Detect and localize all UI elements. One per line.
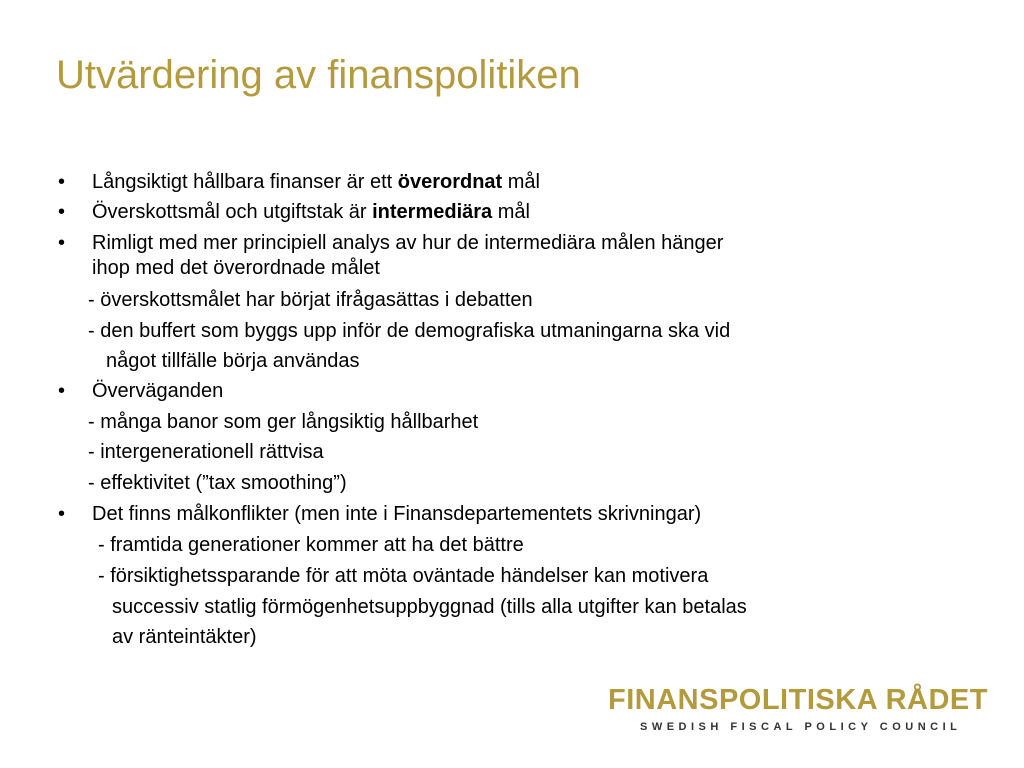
bullet-text: mål xyxy=(502,171,540,193)
bullet-text: Rimligt med mer principiell analys av hur de intermediära målen hänger xyxy=(92,232,724,254)
bullet-marker: • xyxy=(58,380,66,402)
bullet-item xyxy=(92,170,540,194)
bullet-marker: • xyxy=(58,232,66,254)
bullet-marker: • xyxy=(58,171,66,193)
sub-item: - framtida generationer kommer att ha det bättre xyxy=(98,534,524,556)
sub-item: - överskottsmålet har börjat ifrågasättas i debatten xyxy=(88,289,533,311)
slide-title: Utvärdering av finanspolitiken xyxy=(56,53,581,97)
bullet-marker: • xyxy=(58,201,66,223)
bullet-text: Det finns målkonflikter (men inte i Finansdepartementets skrivningar) xyxy=(92,503,702,525)
bullet-text: mål xyxy=(492,201,530,223)
sub-item: - den buffert som byggs upp inför de demografiska utmaningarna ska vid xyxy=(88,320,731,342)
sub-item: - försiktighetssparande för att möta oväntade händelser kan motivera xyxy=(98,565,709,587)
logo-name: FINANSPOLITISKA RÅDET xyxy=(608,684,988,716)
sub-item-continuation: successiv statlig förmögenhetsuppbyggnad (tills alla utgifter kan betalas xyxy=(112,596,747,618)
bullet-text: Överskottsmål och utgiftstak är xyxy=(92,201,373,223)
bullet-text: Överväganden xyxy=(92,380,224,402)
sub-item: - effektivitet (”tax smoothing”) xyxy=(88,472,347,494)
organization-logo xyxy=(608,684,1000,734)
bullet-text: Långsiktigt hållbara finanser är ett xyxy=(92,171,398,193)
sub-item-continuation: av ränteintäkter) xyxy=(112,626,257,648)
bullet-item xyxy=(92,200,530,224)
sub-item: - många banor som ger långsiktig hållbarhet xyxy=(88,411,479,433)
bullet-emphasis: intermediära xyxy=(372,201,493,223)
bullet-emphasis: överordnat xyxy=(397,171,503,193)
bullet-marker: • xyxy=(58,503,66,525)
bullet-text-continuation: ihop med det överordnade målet xyxy=(92,257,380,279)
sub-item: - intergenerationell rättvisa xyxy=(88,441,324,463)
sub-item-continuation: något tillfälle börja användas xyxy=(106,350,360,372)
logo-tagline: SWEDISH FISCAL POLICY COUNCIL xyxy=(640,721,962,733)
